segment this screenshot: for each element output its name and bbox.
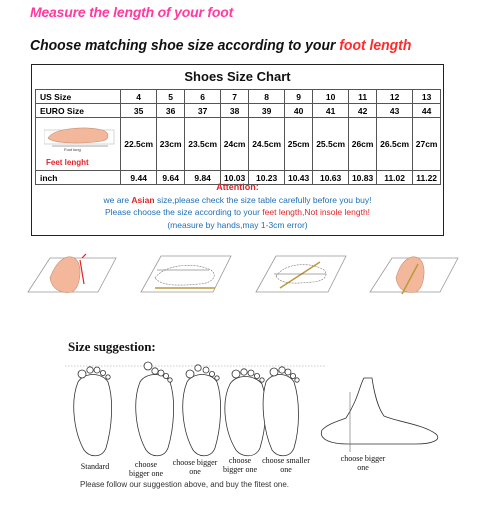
attention-text: size,please check the size table carefully before you buy! (154, 195, 372, 205)
table-cell: 10 (312, 90, 348, 104)
table-row (36, 104, 441, 118)
measure-step-4-image (362, 248, 462, 298)
table-cell: 9.84 (184, 171, 220, 185)
choose-title-text: Choose matching shoe size according to your (30, 37, 340, 54)
table-cell: 25.5cm (312, 118, 348, 171)
table-cell: 42 (349, 104, 377, 118)
size-table (35, 89, 441, 185)
row-label: inch (36, 171, 121, 185)
table-cell: 35 (121, 104, 157, 118)
foot-length-label-cell (36, 118, 121, 171)
attention-highlight: Asian (131, 195, 155, 205)
measure-step-1-image (20, 248, 120, 298)
table-cell: 10.83 (349, 171, 377, 185)
table-cell: 37 (184, 104, 220, 118)
table-cell: 6 (184, 90, 220, 104)
suggestion-label: choose smaller one (262, 456, 310, 474)
suggestion-label: choose bigger one (129, 460, 163, 478)
table-cell: 23cm (157, 118, 185, 171)
suggestion-label: choose bigger one (340, 454, 386, 472)
table-cell: 4 (121, 90, 157, 104)
table-cell: 10.63 (312, 171, 348, 185)
measure-step-3-image (250, 248, 350, 298)
table-row (36, 118, 441, 171)
table-cell: 39 (248, 104, 284, 118)
table-cell: 8 (248, 90, 284, 104)
table-cell: 22.5cm (121, 118, 157, 171)
size-suggestion-title: Size suggestion: (68, 339, 156, 354)
table-cell: 10.23 (248, 171, 284, 185)
attention-highlight: feet length,Not insole length! (262, 207, 371, 217)
table-cell: 40 (285, 104, 313, 118)
table-cell: 36 (157, 104, 185, 118)
table-cell: 38 (221, 104, 249, 118)
attention-text: Please choose the size according to your (104, 207, 263, 217)
table-cell: 5 (157, 90, 185, 104)
table-cell: 43 (376, 104, 412, 118)
table-cell: 41 (312, 104, 348, 118)
attention-line-2 (32, 207, 443, 217)
table-cell: 12 (376, 90, 412, 104)
suggestion-label: choose bigger one (223, 456, 257, 474)
table-cell: 26cm (349, 118, 377, 171)
table-cell: 7 (221, 90, 249, 104)
size-chart (31, 64, 444, 236)
feet-length-label: Feet lenght (46, 158, 89, 167)
table-cell: 44 (413, 104, 441, 118)
feet-suggestion-image (60, 352, 450, 462)
table-cell: 9.64 (157, 171, 185, 185)
suggestion-label: Standard (80, 462, 110, 471)
attention-line-3: (measure by hands,may 1-3cm error) (167, 220, 308, 230)
measure-step-2-image (135, 248, 235, 298)
attention-text: we are (103, 195, 132, 205)
table-cell: 26.5cm (376, 118, 412, 171)
table-cell: 27cm (413, 118, 441, 171)
foot-long-label: Foot long (64, 147, 81, 152)
table-cell: 24.5cm (248, 118, 284, 171)
table-cell: 11 (349, 90, 377, 104)
choose-title-highlight: foot length (339, 37, 412, 54)
suggestion-label: choose bigger one (172, 458, 218, 476)
table-cell: 9 (285, 90, 313, 104)
table-cell: 13 (413, 90, 441, 104)
attention-title: Attention: (216, 182, 259, 192)
choose-title (30, 37, 411, 54)
table-cell: 24cm (221, 118, 249, 171)
chart-title: Shoes Size Chart (184, 69, 291, 84)
foot-measure-icon (44, 122, 116, 150)
table-cell: 11.22 (413, 171, 441, 185)
table-cell: 11.02 (376, 171, 412, 185)
table-cell: 10.03 (221, 171, 249, 185)
row-label: US Size (36, 90, 121, 104)
row-label: EURO Size (36, 104, 121, 118)
suggestion-note: Please follow our suggestion above, and buy the fitest one. (80, 480, 290, 489)
table-cell: 23.5cm (184, 118, 220, 171)
table-cell: 25cm (285, 118, 313, 171)
measure-title: Measure the length of your foot (30, 4, 234, 20)
attention-line-1 (32, 195, 443, 205)
table-cell: 10.43 (285, 171, 313, 185)
table-cell: 9.44 (121, 171, 157, 185)
table-row (36, 90, 441, 104)
